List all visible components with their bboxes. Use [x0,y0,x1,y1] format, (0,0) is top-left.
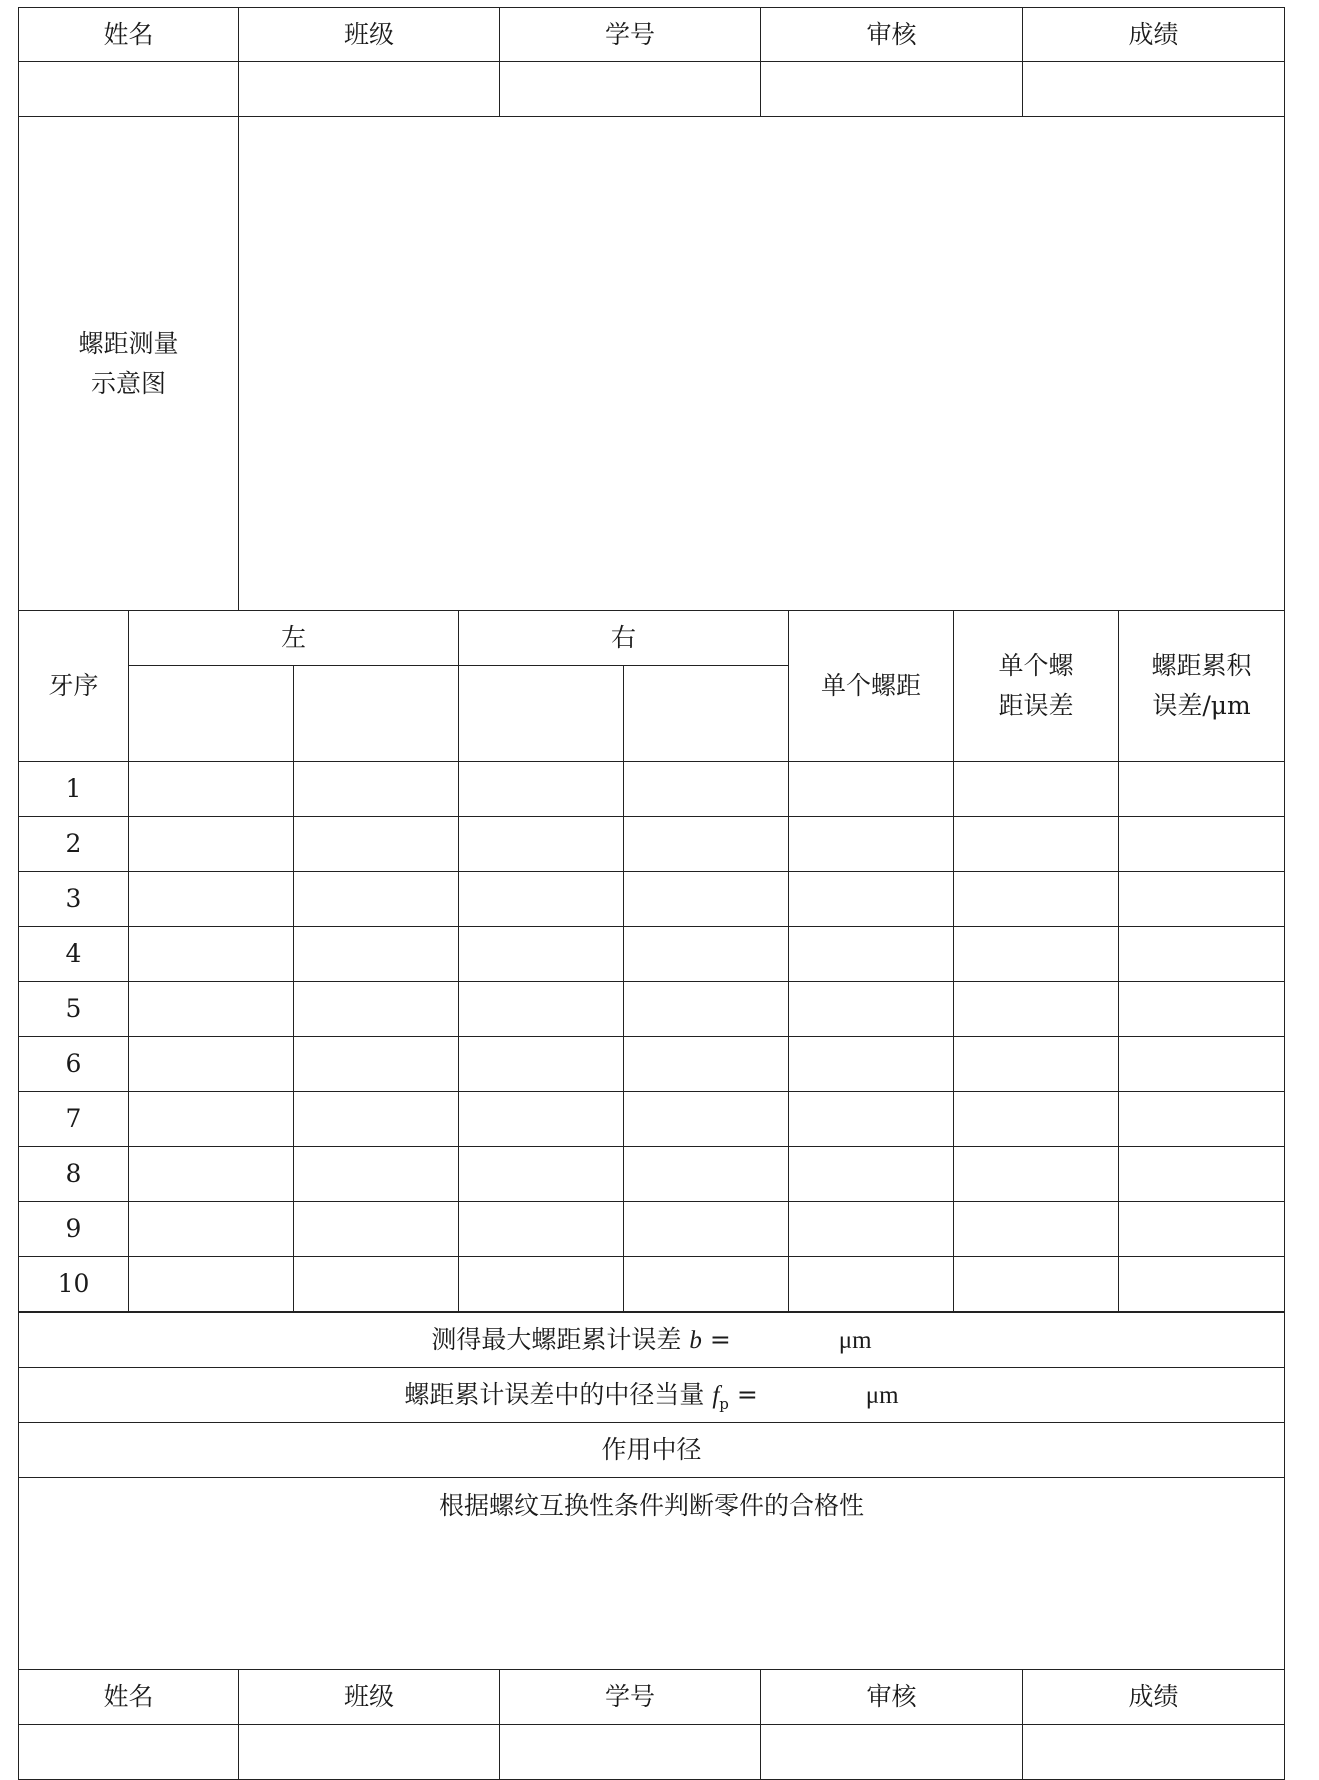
left-subcol-2[interactable] [294,666,459,762]
col-left-header: 左 [129,611,459,666]
header-name-label: 姓名 [19,8,239,62]
right-reading-2[interactable] [624,982,789,1037]
right-reading-2[interactable] [624,872,789,927]
left-reading-2[interactable] [294,1257,459,1312]
tooth-number: 3 [19,872,129,927]
right-reading-1[interactable] [459,1202,624,1257]
cumulative-error-cell[interactable] [1119,1092,1285,1147]
left-reading-1[interactable] [129,872,294,927]
left-subcol-1[interactable] [129,666,294,762]
cumulative-error-cell[interactable] [1119,817,1285,872]
single-pitch-cell[interactable] [789,927,954,982]
left-reading-1[interactable] [129,1092,294,1147]
single-pitch-error-cell[interactable] [954,1092,1119,1147]
header-student-id-field[interactable] [500,62,761,117]
single-pitch-cell[interactable] [789,1147,954,1202]
right-reading-2[interactable] [624,762,789,817]
left-reading-2[interactable] [294,927,459,982]
table-row [19,1202,1285,1257]
cumulative-error-cell[interactable] [1119,927,1285,982]
right-reading-1[interactable] [459,817,624,872]
table-row [19,982,1285,1037]
right-reading-2[interactable] [624,1037,789,1092]
footer-table [18,1669,1285,1780]
left-reading-2[interactable] [294,762,459,817]
left-reading-1[interactable] [129,982,294,1037]
cumulative-error-cell[interactable] [1119,872,1285,927]
right-reading-2[interactable] [624,927,789,982]
left-reading-2[interactable] [294,1147,459,1202]
diagram-section [18,116,1285,611]
left-reading-2[interactable] [294,1092,459,1147]
right-reading-1[interactable] [459,1092,624,1147]
tooth-number: 1 [19,762,129,817]
single-pitch-cell[interactable] [789,1257,954,1312]
footer-class-field[interactable] [239,1725,500,1780]
cumulative-error-cell[interactable] [1119,982,1285,1037]
measurement-table [18,610,1285,1312]
single-pitch-error-cell[interactable] [954,1257,1119,1312]
header-grade-field[interactable] [1023,62,1285,117]
right-reading-2[interactable] [624,817,789,872]
col-single-pitch-error-header: 单个螺 距误差 [954,611,1119,762]
pitch-diameter-equivalent-row[interactable]: 螺距累计误差中的中径当量 $f_p = \mu m$ [19,1368,1285,1423]
tooth-number: 6 [19,1037,129,1092]
diagram-drawing-area[interactable] [239,117,1285,611]
single-pitch-error-cell[interactable] [954,982,1119,1037]
single-pitch-cell[interactable] [789,982,954,1037]
table-row [19,1037,1285,1092]
left-reading-1[interactable] [129,1202,294,1257]
right-subcol-1[interactable] [459,666,624,762]
footer-class-label: 班级 [239,1670,500,1725]
cumulative-error-cell[interactable] [1119,1257,1285,1312]
right-reading-1[interactable] [459,927,624,982]
cumulative-error-cell[interactable] [1119,762,1285,817]
cumulative-error-cell[interactable] [1119,1037,1285,1092]
header-class-field[interactable] [239,62,500,117]
max-cumulative-error-row[interactable]: 测得最大螺距累计误差 b = μm [19,1313,1285,1368]
footer-grade-label: 成绩 [1023,1670,1285,1725]
cumulative-error-cell[interactable] [1119,1147,1285,1202]
tooth-number: 5 [19,982,129,1037]
right-reading-2[interactable] [624,1257,789,1312]
footer-name-field[interactable] [19,1725,239,1780]
single-pitch-error-cell[interactable] [954,1037,1119,1092]
col-right-header: 右 [459,611,789,666]
left-reading-2[interactable] [294,872,459,927]
single-pitch-error-cell[interactable] [954,817,1119,872]
left-reading-2[interactable] [294,817,459,872]
table-row [19,872,1285,927]
col-single-pitch-header: 单个螺距 [789,611,954,762]
footer-grade-field[interactable] [1023,1725,1285,1780]
header-grade-label: 成绩 [1023,8,1285,62]
footer-student-id-field[interactable] [500,1725,761,1780]
right-reading-1[interactable] [459,1147,624,1202]
header-table [18,7,1285,117]
table-row [19,1147,1285,1202]
footer-review-label: 审核 [761,1670,1023,1725]
single-pitch-cell[interactable] [789,1202,954,1257]
right-reading-2[interactable] [624,1092,789,1147]
left-reading-2[interactable] [294,1202,459,1257]
table-row [19,817,1285,872]
left-reading-1[interactable] [129,1037,294,1092]
left-reading-2[interactable] [294,982,459,1037]
left-reading-2[interactable] [294,1037,459,1092]
right-reading-1[interactable] [459,872,624,927]
right-reading-1[interactable] [459,1037,624,1092]
single-pitch-error-cell[interactable] [954,927,1119,982]
right-reading-2[interactable] [624,1202,789,1257]
header-review-field[interactable] [761,62,1023,117]
tooth-number: 8 [19,1147,129,1202]
header-student-id-label: 学号 [500,8,761,62]
table-row [19,1257,1285,1312]
tooth-number: 7 [19,1092,129,1147]
single-pitch-error-cell[interactable] [954,762,1119,817]
table-row [19,762,1285,817]
summary-table [18,1312,1285,1670]
left-reading-1[interactable] [129,1257,294,1312]
single-pitch-error-cell[interactable] [954,1147,1119,1202]
single-pitch-cell[interactable] [789,1037,954,1092]
judgement-area[interactable]: 根据螺纹互换性条件判断零件的合格性 [19,1478,1285,1670]
single-pitch-cell[interactable] [789,1092,954,1147]
single-pitch-cell[interactable] [789,872,954,927]
effective-diameter-row[interactable]: 作用中径 [19,1423,1285,1478]
header-review-label: 审核 [761,8,1023,62]
footer-name-label: 姓名 [19,1670,239,1725]
footer-review-field[interactable] [761,1725,1023,1780]
right-subcol-2[interactable] [624,666,789,762]
single-pitch-cell[interactable] [789,762,954,817]
footer-student-id-label: 学号 [500,1670,761,1725]
header-class-label: 班级 [239,8,500,62]
header-name-field[interactable] [19,62,239,117]
tooth-number: 4 [19,927,129,982]
col-cumulative-error-header: 螺距累积 误差/μm [1119,611,1285,762]
single-pitch-error-cell[interactable] [954,872,1119,927]
right-reading-1[interactable] [459,1257,624,1312]
col-tooth-header: 牙序 [19,611,129,762]
right-reading-1[interactable] [459,762,624,817]
table-row [19,1092,1285,1147]
table-row [19,927,1285,982]
left-reading-1[interactable] [129,927,294,982]
tooth-number: 2 [19,817,129,872]
right-reading-2[interactable] [624,1147,789,1202]
left-reading-1[interactable] [129,817,294,872]
single-pitch-error-cell[interactable] [954,1202,1119,1257]
right-reading-1[interactable] [459,982,624,1037]
left-reading-1[interactable] [129,1147,294,1202]
diagram-label: 螺距测量 示意图 [19,117,239,611]
tooth-number: 10 [19,1257,129,1312]
left-reading-1[interactable] [129,762,294,817]
tooth-number: 9 [19,1202,129,1257]
single-pitch-cell[interactable] [789,817,954,872]
cumulative-error-cell[interactable] [1119,1202,1285,1257]
